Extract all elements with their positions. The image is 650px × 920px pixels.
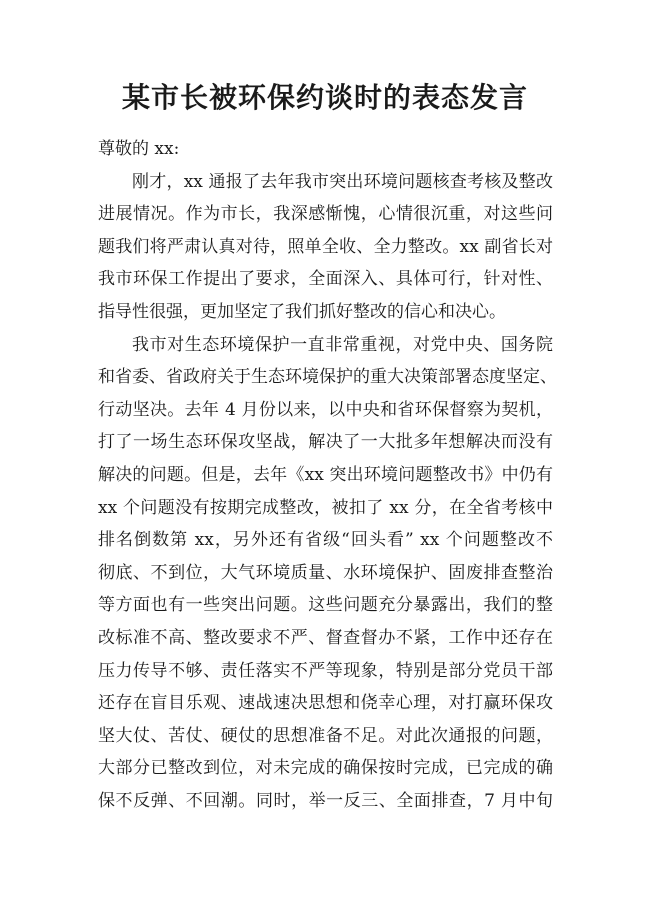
- paragraph-line: 大部分已整改到位，对未完成的确保按时完成，已完成的确: [98, 758, 553, 779]
- paragraph-line: 刚才，xx 通报了去年我市突出环境问题核查考核及整改: [132, 171, 553, 192]
- paragraph-line: 题我们将严肃认真对待，照单全收、全力整改。xx 副省长对: [98, 236, 553, 257]
- paragraph-2: [98, 329, 557, 818]
- paragraph-line: 指导性很强，更加坚定了我们抓好整改的信心和决心。: [98, 301, 506, 322]
- paragraph-line: 等方面也有一些突出问题。这些问题充分暴露出，我们的整: [98, 595, 553, 616]
- salutation: 尊敬的 xx:: [98, 139, 180, 159]
- paragraph-line: 改标准不高、整改要求不严、督查督办不紧，工作中还存在: [98, 627, 553, 648]
- paragraph-line: 排名倒数第 xx，另外还有省级“回头看” xx 个问题整改不: [98, 530, 553, 551]
- paragraph-line: 保不反弹、不回潮。同时，举一反三、全面排查，7 月中旬: [98, 790, 553, 811]
- paragraph-line: xx 个问题没有按期完成整改，被扣了 xx 分，在全省考核中: [98, 497, 553, 518]
- paragraph-line: 坚大仗、苦仗、硬仗的思想准备不足。对此次通报的问题，: [98, 725, 553, 746]
- paragraph-line: 打了一场生态环保攻坚战，解决了一大批多年想解决而没有: [98, 432, 553, 453]
- document-body: [98, 133, 557, 817]
- document-title: 某市长被环保约谈时的表态发言: [121, 81, 528, 114]
- paragraph-line: 和省委、省政府关于生态环境保护的重大决策部署态度坚定、: [98, 367, 557, 388]
- paragraph-line: 彻底、不到位，大气环境质量、水环境保护、固废排查整治: [98, 562, 553, 583]
- paragraph-line: 我市对生态环境保护一直非常重视，对党中央、国务院: [132, 334, 553, 355]
- paragraph-line: 进展情况。作为市长，我深感惭愧，心情很沉重，对这些问: [98, 204, 553, 225]
- paragraph-line: 还存在盲目乐观、速战速决思想和侥幸心理，对打赢环保攻: [98, 693, 553, 714]
- paragraph-line: 行动坚决。去年 4 月份以来，以中央和省环保督察为契机，: [98, 399, 553, 420]
- paragraph-line: 解决的问题。但是，去年《xx 突出环境问题整改书》中仍有: [98, 464, 553, 485]
- paragraph-line: 我市环保工作提出了要求，全面深入、具体可行，针对性、: [98, 269, 553, 290]
- paragraph-line: 压力传导不够、责任落实不严等现象，特别是部分党员干部: [98, 660, 553, 681]
- paragraph-1: [98, 166, 553, 329]
